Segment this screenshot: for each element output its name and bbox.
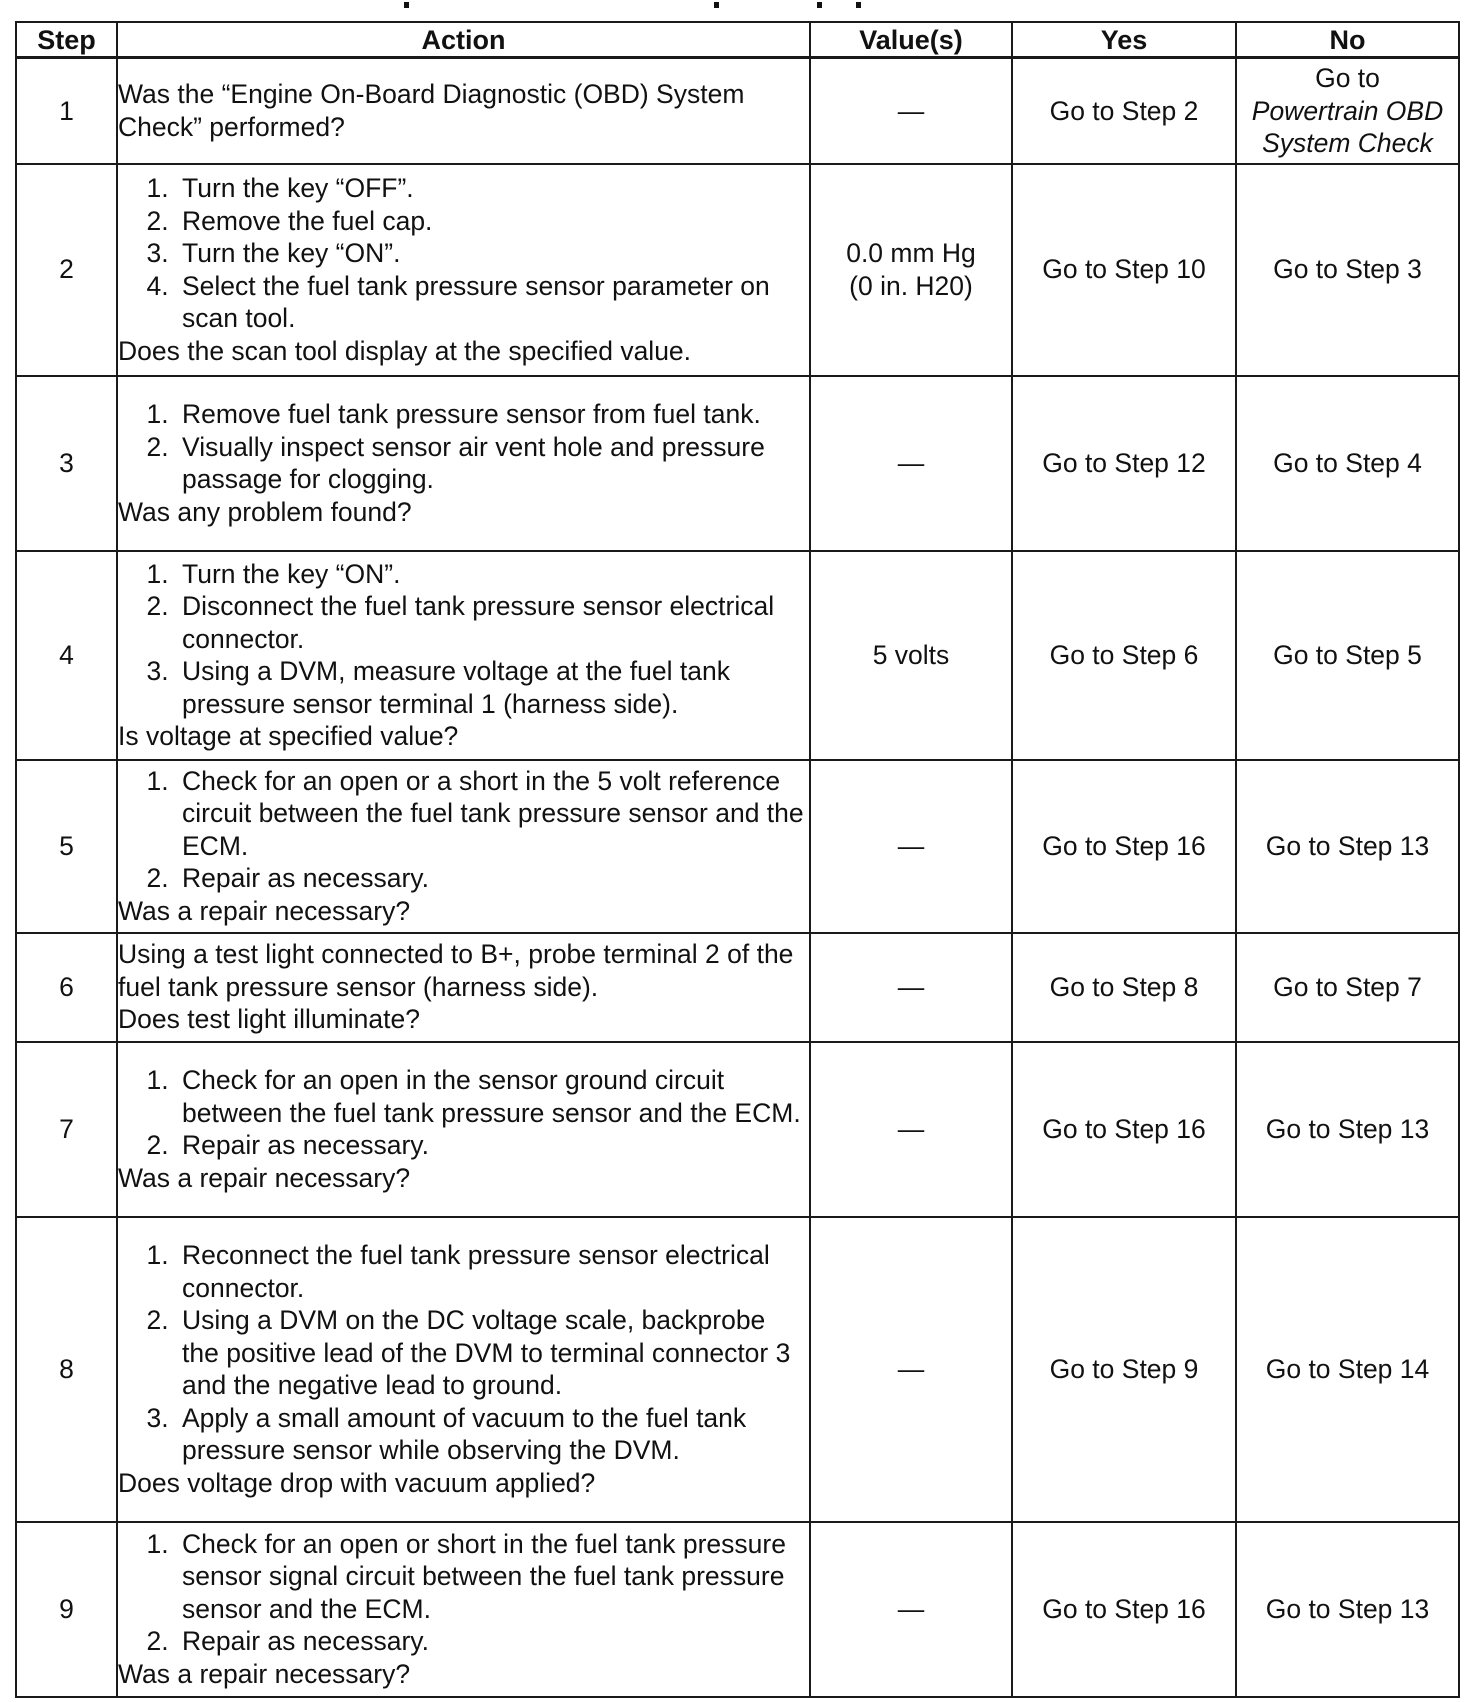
yes-cell: Go to Step 10: [1012, 164, 1236, 376]
step-number: 4: [16, 551, 117, 760]
no-cell: Go to Step 7: [1236, 933, 1459, 1042]
action-cell: [117, 551, 810, 760]
substep: 1. Remove fuel tank pressure sensor from fuel tank.: [176, 398, 809, 431]
step-number: 8: [16, 1217, 117, 1522]
table-row: [16, 164, 1459, 376]
no-cell: Go to Step 13: [1236, 1042, 1459, 1217]
substep: 2. Repair as necessary.: [176, 1625, 809, 1658]
header-yes: Yes: [1012, 22, 1236, 58]
header-row: [16, 22, 1459, 58]
step-number: 2: [16, 164, 117, 376]
action-question: Does the scan tool display at the specified value.: [118, 335, 692, 366]
table-row: [16, 1217, 1459, 1522]
action-question: Is voltage at specified value?: [118, 721, 459, 751]
value-cell: —: [810, 760, 1012, 933]
no-cell: Go to Step 4: [1236, 376, 1459, 551]
value-cell: —: [810, 1217, 1012, 1522]
action-cell: [117, 1522, 810, 1697]
substep: 3. Turn the key “ON”.: [176, 237, 809, 270]
header-values: Value(s): [810, 22, 1012, 58]
table-row: [16, 58, 1459, 164]
substep-list: [118, 765, 809, 895]
no-cell: Go to Step 14: [1236, 1217, 1459, 1522]
substep: 4. Select the fuel tank pressure sensor parameter on scan tool.: [176, 270, 809, 335]
substep: 1. Reconnect the fuel tank pressure sensor electrical connector.: [176, 1239, 809, 1304]
yes-cell: Go to Step 8: [1012, 933, 1236, 1042]
value-line: (0 in. H20): [849, 270, 973, 301]
action-question: Was a repair necessary?: [118, 1658, 411, 1689]
substep: 2. Visually inspect sensor air vent hole and pressure passage for clogging.: [176, 431, 809, 496]
table-row: [16, 1522, 1459, 1697]
step-number: 9: [16, 1522, 117, 1697]
header-no: No: [1236, 22, 1459, 58]
no-cell: Go to Step 3: [1236, 164, 1459, 376]
value-cell: —: [810, 376, 1012, 551]
substep: 1. Turn the key “OFF”.: [176, 172, 809, 205]
yes-cell: Go to Step 6: [1012, 551, 1236, 760]
action-cell: [117, 164, 810, 376]
action-question: Does voltage drop with vacuum applied?: [118, 1467, 596, 1498]
value-cell: —: [810, 1522, 1012, 1697]
step-number: 3: [16, 376, 117, 551]
value-cell: —: [810, 58, 1012, 164]
action-question: Was any problem found?: [118, 496, 412, 527]
no-cell: [1236, 58, 1459, 164]
step-number: 7: [16, 1042, 117, 1217]
no-go-to-text: Go to: [1315, 63, 1380, 93]
substep-list: [118, 398, 809, 496]
action-cell: [117, 58, 810, 164]
yes-cell: Go to Step 9: [1012, 1217, 1236, 1522]
step-number: 1: [16, 58, 117, 164]
table-row: [16, 760, 1459, 933]
value-cell: 5 volts: [810, 551, 1012, 760]
yes-cell: Go to Step 12: [1012, 376, 1236, 551]
substep: 3. Using a DVM, measure voltage at the fuel tank pressure sensor terminal 1 (harness side).: [176, 655, 809, 720]
action-cell: [117, 376, 810, 551]
action-cell: [117, 933, 810, 1042]
value-line: 0.0 mm Hg: [846, 238, 976, 268]
action-cell: [117, 760, 810, 933]
value-cell: —: [810, 1042, 1012, 1217]
substep: 1. Check for an open in the sensor ground circuit between the fuel tank pressure sensor and the ECM.: [176, 1064, 809, 1129]
scan-artifact-marks: [0, 0, 1472, 14]
action-question: Was a repair necessary?: [118, 1162, 411, 1193]
action-cell: [117, 1217, 810, 1522]
substep-list: [118, 558, 809, 721]
substep: 3. Apply a small amount of vacuum to the fuel tank pressure sensor while observing the DVM.: [176, 1402, 809, 1467]
value-cell: —: [810, 933, 1012, 1042]
substep: 2. Remove the fuel cap.: [176, 205, 809, 238]
step-number: 5: [16, 760, 117, 933]
yes-cell: Go to Step 16: [1012, 760, 1236, 933]
substep: 2. Repair as necessary.: [176, 1129, 809, 1162]
substep-list: [118, 1528, 809, 1658]
substep: 2. Disconnect the fuel tank pressure sensor electrical connector.: [176, 590, 809, 655]
table-row: [16, 933, 1459, 1042]
action-question: Was the “Engine On-Board Diagnostic (OBD) System Check” performed?: [118, 79, 745, 142]
substep: 2. Repair as necessary.: [176, 862, 809, 895]
substep-list: [118, 172, 809, 335]
no-reference: Powertrain OBD System Check: [1251, 95, 1444, 158]
substep-list: [118, 1064, 809, 1162]
table-row: [16, 551, 1459, 760]
action-question: Does test light illuminate?: [118, 1004, 420, 1035]
substep: 1. Turn the key “ON”.: [176, 558, 809, 591]
substep-list: [118, 1239, 809, 1467]
substep: 2. Using a DVM on the DC voltage scale, backprobe the positive lead of the DVM to terminal connector 3 and the negative lead to ground.: [176, 1304, 809, 1402]
yes-cell: Go to Step 2: [1012, 58, 1236, 164]
yes-cell: Go to Step 16: [1012, 1522, 1236, 1697]
table-row: [16, 376, 1459, 551]
action-cell: [117, 1042, 810, 1217]
header-action: Action: [117, 22, 810, 58]
no-cell: Go to Step 13: [1236, 760, 1459, 933]
header-step: Step: [16, 22, 117, 58]
no-cell: Go to Step 5: [1236, 551, 1459, 760]
value-cell: [810, 164, 1012, 376]
action-question: Was a repair necessary?: [118, 895, 411, 926]
table-row: [16, 1042, 1459, 1217]
diagnostic-table: [15, 21, 1460, 1698]
yes-cell: Go to Step 16: [1012, 1042, 1236, 1217]
action-text: Using a test light connected to B+, probe terminal 2 of the fuel tank pressure sensor (harness side).: [118, 939, 794, 1002]
substep: 1. Check for an open or a short in the 5 volt reference circuit between the fuel tank pressure sensor and the ECM.: [176, 765, 809, 863]
no-cell: Go to Step 13: [1236, 1522, 1459, 1697]
substep: 1. Check for an open or short in the fuel tank pressure sensor signal circuit between the fuel tank pressure sensor and the ECM.: [176, 1528, 809, 1626]
step-number: 6: [16, 933, 117, 1042]
